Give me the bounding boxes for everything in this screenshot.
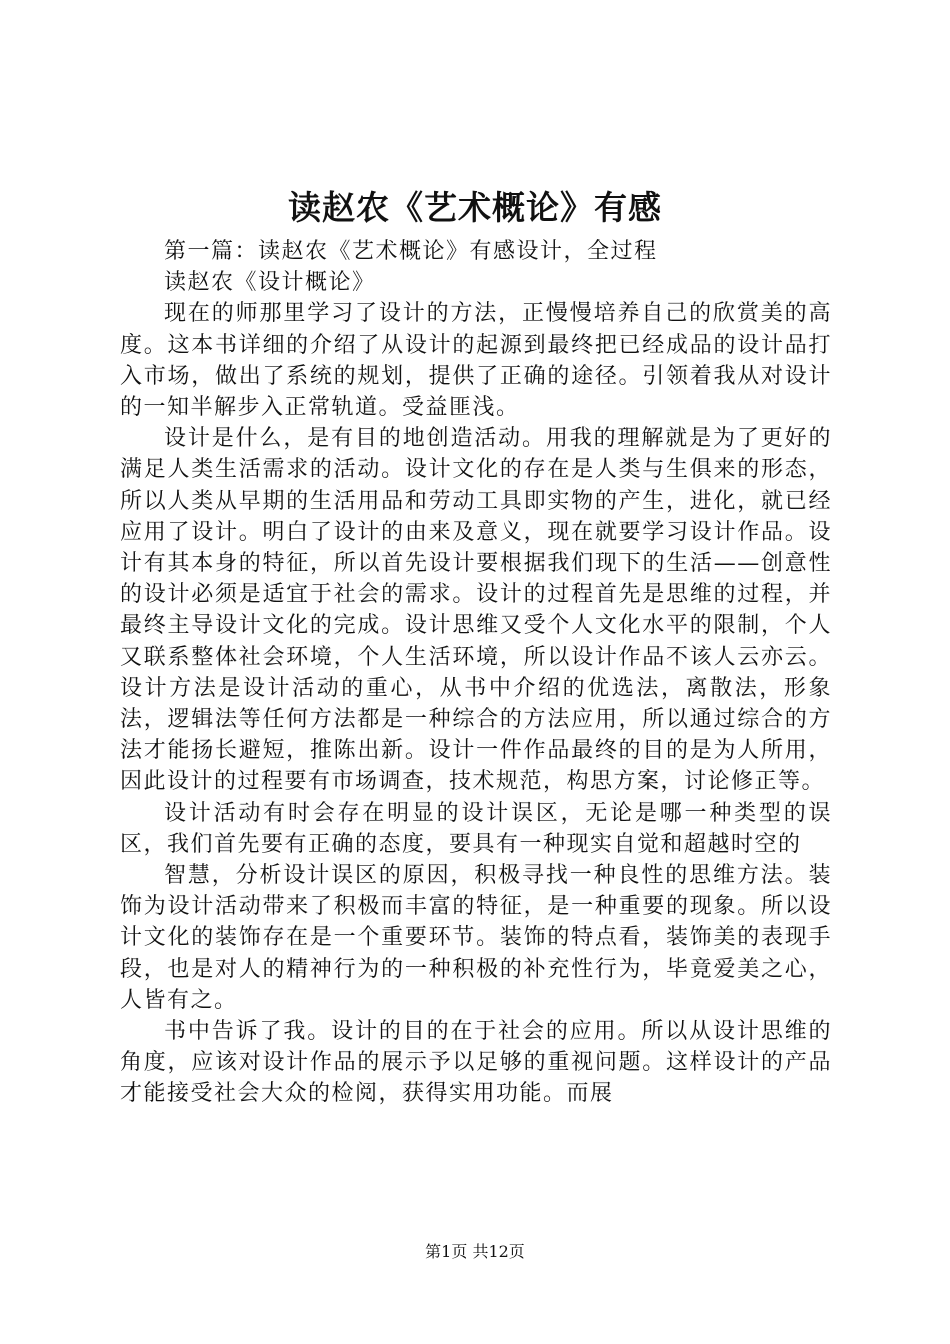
subheading: 读赵农《设计概论》 bbox=[164, 270, 376, 296]
document-body bbox=[120, 236, 832, 1110]
section-heading: 第一篇：读赵农《艺术概论》有感设计，全过程 bbox=[164, 239, 658, 264]
body-paragraph: 智慧，分析设计误区的原因，积极寻找一种良性的思维方法。装饰为设计活动带来了积极而丰富的特征，是一种重要的现象。所以设计文化的装饰存在是一个重要环节。装饰的特点看，装饰美的表现手段，也是对人的精神行为的一种积极的补充性行为，毕竟爱美之心，人皆有之。 bbox=[120, 863, 832, 1013]
body-paragraph: 书中告诉了我。设计的目的在于社会的应用。所以从设计思维的角度，应该对设计作品的展示予以足够的重视问题。这样设计的产品才能接受社会大众的检阅，获得实用功能。而展 bbox=[120, 1019, 832, 1107]
document-title: 读赵农《艺术概论》有感 bbox=[288, 188, 662, 227]
body-paragraph: 设计活动有时会存在明显的设计误区，无论是哪一种类型的误区，我们首先要有正确的态度，要具有一种现实自觉和超越时空的 bbox=[120, 800, 832, 857]
body-paragraph: 设计是什么，是有目的地创造活动。用我的理解就是为了更好的满足人类生活需求的活动。设计文化的存在是人类与生俱来的形态，所以人类从早期的生活用品和劳动工具即实物的产生，进化，就已经应用了设计。明白了设计的由来及意义，现在就要学习设计作品。设计有其本身的特征，所以首先设计要根据我们现下的生活——创意性的设计必须是适宜于社会的需求。设计的过程首先是思维的过程，并最终主导设计文化的完成。设计思维又受个人文化水平的限制，个人又联系整体社会环境，个人生活环境，所以设计作品不该人云亦云。设计方法是设计活动的重心，从书中介绍的优选法，离散法，形象法，逻辑法等任何方法都是一种综合的方法应用，所以通过综合的方法才能扬长避短，推陈出新。设计一件作品最终的目的是为人所用，因此设计的过程要有市场调查，技术规范，构思方案，讨论修正等。 bbox=[120, 426, 832, 795]
page-footer: 第1页 共12页 bbox=[425, 1242, 525, 1261]
body-paragraph: 现在的师那里学习了设计的方法，正慢慢培养自己的欣赏美的高度。这本书详细的介绍了从设计的起源到最终把已经成品的设计品打入市场，做出了系统的规划，提供了正确的途径。引领着我从对设计的一知半解步入正常轨道。受益匪浅。 bbox=[120, 301, 832, 421]
